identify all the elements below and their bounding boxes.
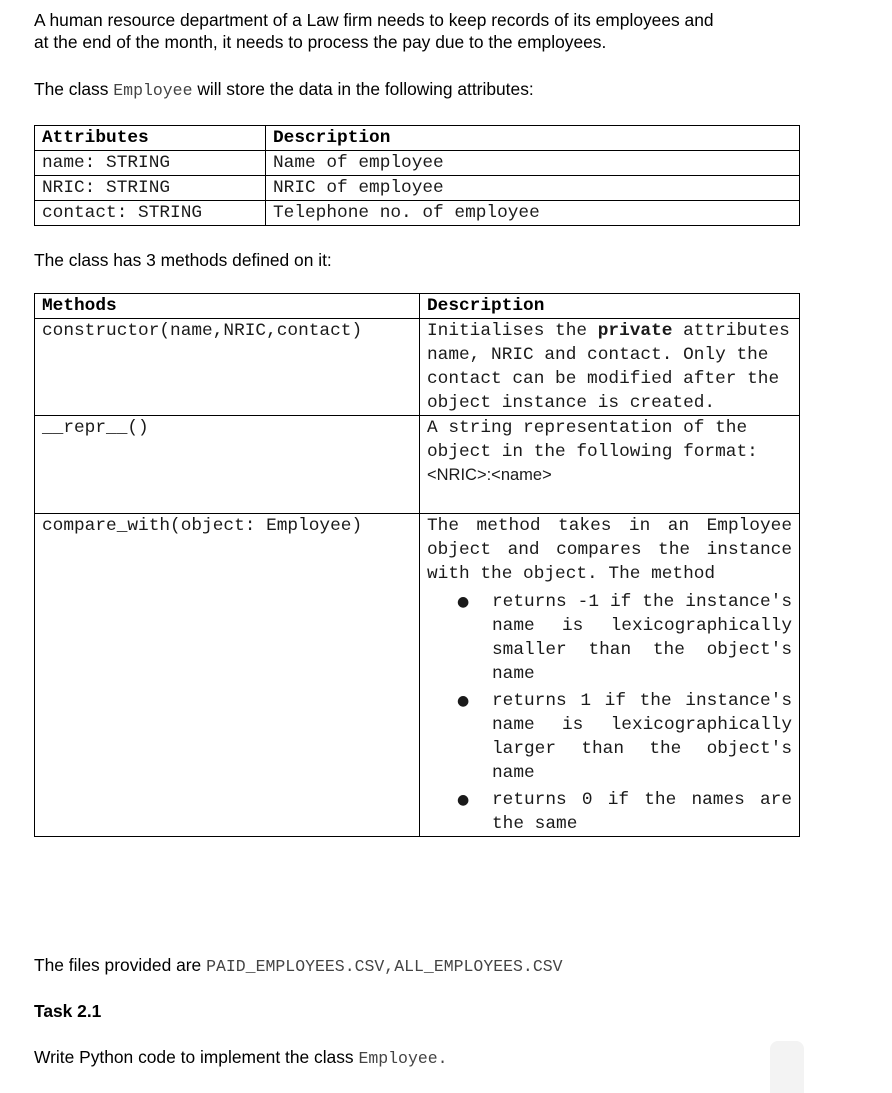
attribute-desc-cell: Telephone no. of employee (266, 201, 800, 226)
attributes-header-attributes: Attributes (35, 126, 266, 151)
bullet-text: returns 1 if the instance's name is lexicographically larger than the object's name (492, 691, 792, 783)
attribute-desc-cell: Name of employee (266, 151, 800, 176)
methods-intro: The class has 3 methods defined on it: (34, 250, 332, 270)
intro-line-1: A human resource department of a Law firm needs to keep records of its employees and (34, 10, 714, 30)
list-item (427, 689, 792, 785)
repr-format-text: <NRIC>:<name> (427, 466, 552, 484)
method-compare-desc (420, 514, 800, 837)
files-names: PAID_EMPLOYEES.CSV,ALL_EMPLOYEES.CSV (206, 957, 563, 976)
table-row (35, 416, 800, 514)
method-compare-cell: compare_with(object: Employee) (35, 514, 420, 837)
page-corner-shape (770, 1041, 804, 1093)
table-row (35, 514, 800, 837)
attribute-name-cell: contact: STRING (35, 201, 266, 226)
task-title: Task 2.1 (34, 1001, 102, 1021)
repr-desc-text: A string representation of the object in the following format: (427, 418, 758, 462)
constructor-desc-bold: private (597, 321, 673, 341)
table-row (35, 176, 800, 201)
method-constructor-desc (420, 319, 800, 416)
methods-header-description: Description (420, 294, 800, 319)
methods-table (34, 293, 800, 837)
list-item (427, 788, 792, 836)
intro-line-2: at the end of the month, it needs to process the pay due to the employees. (34, 32, 607, 52)
attribute-desc-cell: NRIC of employee (266, 176, 800, 201)
attributes-header-description: Description (266, 126, 800, 151)
attribute-name-cell: name: STRING (35, 151, 266, 176)
method-constructor-cell: constructor(name,NRIC,contact) (35, 319, 420, 416)
bullet-icon: ● (457, 693, 470, 709)
attribute-name-cell: NRIC: STRING (35, 176, 266, 201)
bullet-text: returns 0 if the names are the same (492, 790, 792, 834)
attributes-header-row (35, 126, 800, 151)
task-prefix: Write Python code to implement the class (34, 1047, 359, 1067)
list-item (427, 590, 792, 686)
class-intro-suffix: will store the data in the following attributes: (192, 79, 534, 99)
constructor-desc-prefix: Initialises the (427, 321, 598, 341)
attributes-table (34, 125, 800, 226)
table-row (35, 151, 800, 176)
bullet-icon: ● (457, 594, 470, 610)
table-row (35, 201, 800, 226)
class-intro (34, 78, 534, 102)
table-row (35, 319, 800, 416)
task-class-name: Employee (358, 1049, 438, 1068)
bullet-icon: ● (457, 792, 470, 808)
compare-bullet-list (427, 590, 792, 836)
constructor-desc-suffix: attributes name, NRIC and contact. Only the contact can be modified after the object instance is created. (427, 321, 790, 413)
methods-header-row (35, 294, 800, 319)
intro-paragraph (34, 9, 864, 53)
compare-desc-text: The method takes in an Employee object and compares the instance with the object. The method (427, 516, 792, 584)
task-instruction (34, 1046, 448, 1070)
files-prefix: The files provided are (34, 955, 207, 975)
method-repr-desc (420, 416, 800, 514)
files-provided (34, 954, 563, 978)
methods-header-methods: Methods (35, 294, 420, 319)
class-name-code: Employee (113, 81, 193, 100)
bullet-text: returns -1 if the instance's name is lexicographically smaller than the object's name (492, 592, 792, 684)
method-repr-cell: __repr__() (35, 416, 420, 514)
class-intro-prefix: The class (34, 79, 114, 99)
task-suffix: . (437, 1049, 448, 1068)
